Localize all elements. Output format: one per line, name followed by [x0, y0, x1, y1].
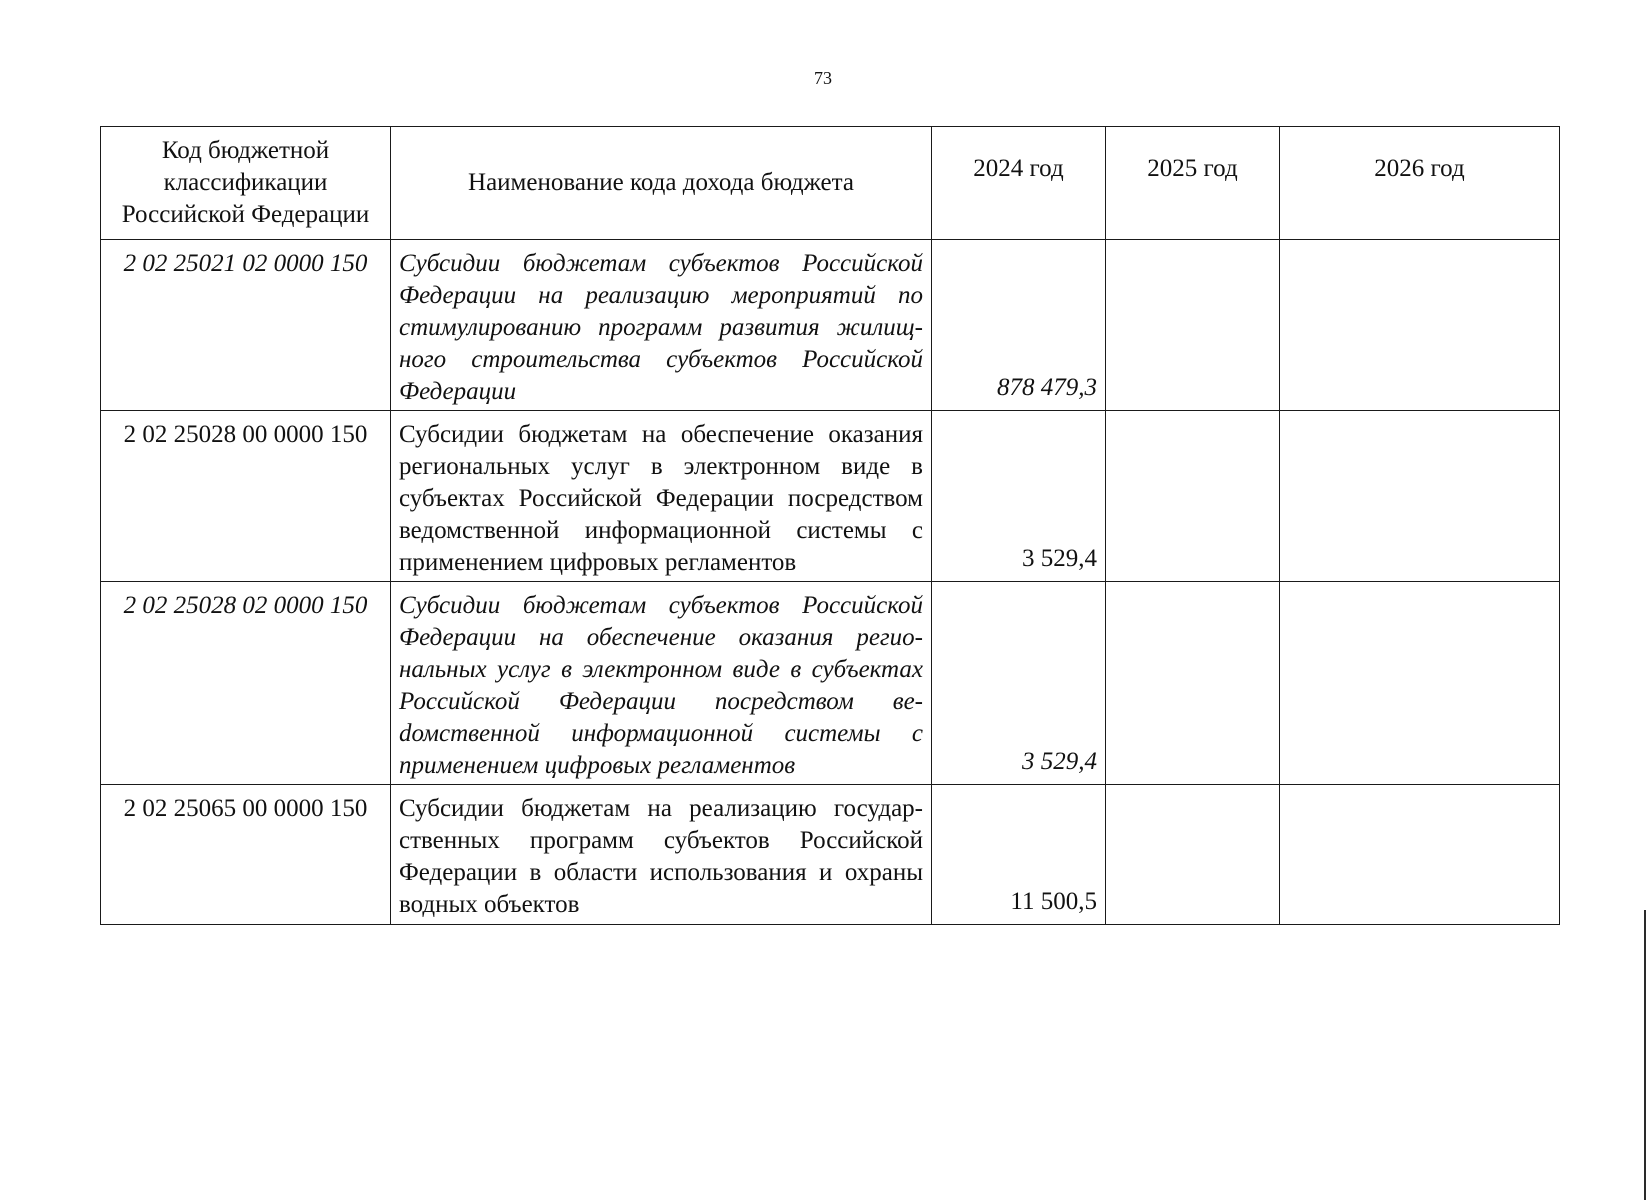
- header-budget-code: Код бюджетной классификации Российской Федерации: [101, 127, 391, 240]
- income-name-cell: Субсидии бюджетам субъектов Российской Федерации на обеспечение оказания региональных услуг в электронном виде в субъектах Российской Федерации посредством веdомственной информационной системы с применением цифровых регламентов: [391, 582, 932, 785]
- amount-2024-cell: 3 529,4: [932, 582, 1106, 785]
- amount-2024-cell: 3 529,4: [932, 411, 1106, 582]
- amount-2024-cell: 878 479,3: [932, 240, 1106, 411]
- amount-2025-cell: [1106, 240, 1280, 411]
- amount-2025-cell: [1106, 582, 1280, 785]
- budget-code-cell: 2 02 25065 00 0000 150: [101, 785, 391, 925]
- budget-code-cell: 2 02 25028 00 0000 150: [101, 411, 391, 582]
- amount-2026-cell: [1280, 582, 1560, 785]
- table-header-row: [101, 127, 1560, 240]
- income-name-cell: Субсидии бюджетам субъектов Российской Федерации на реализацию мероприятий по стимулированию программ развития жилищного строительства субъектов Российской Федерации: [391, 240, 932, 411]
- header-year-2025: [1106, 127, 1280, 240]
- header-year-2025-label: 2025 год: [1147, 155, 1238, 182]
- table-row: [101, 582, 1560, 785]
- header-year-2024: [932, 127, 1106, 240]
- header-year-2026-label: 2026 год: [1374, 155, 1465, 182]
- header-income-name: Наименование кода дохода бюджета: [391, 127, 932, 240]
- page-number: 73: [814, 68, 832, 88]
- amount-2024-cell: 11 500,5: [932, 785, 1106, 925]
- table-row: [101, 411, 1560, 582]
- amount-2026-cell: [1280, 411, 1560, 582]
- budget-income-table: [100, 126, 1560, 925]
- table-row: [101, 240, 1560, 411]
- budget-code-cell: 2 02 25028 02 0000 150: [101, 582, 391, 785]
- amount-2026-cell: [1280, 240, 1560, 411]
- income-name-cell: Субсидии бюджетам на обеспечение оказания региональных услуг в электронном виде в субъектах Российской Федерации посредством ведомственной информационной системы с применением цифровых регламентов: [391, 411, 932, 582]
- amount-2025-cell: [1106, 411, 1280, 582]
- income-name-cell: Субсидии бюджетам на реализацию государственных программ субъектов Российской Федерации в области использования и охраны водных объектов: [391, 785, 932, 925]
- budget-code-cell: 2 02 25021 02 0000 150: [101, 240, 391, 411]
- header-year-2026: [1280, 127, 1560, 240]
- table-row: [101, 785, 1560, 925]
- amount-2026-cell: [1280, 785, 1560, 925]
- amount-2025-cell: [1106, 785, 1280, 925]
- header-year-2024-label: 2024 год: [973, 155, 1064, 182]
